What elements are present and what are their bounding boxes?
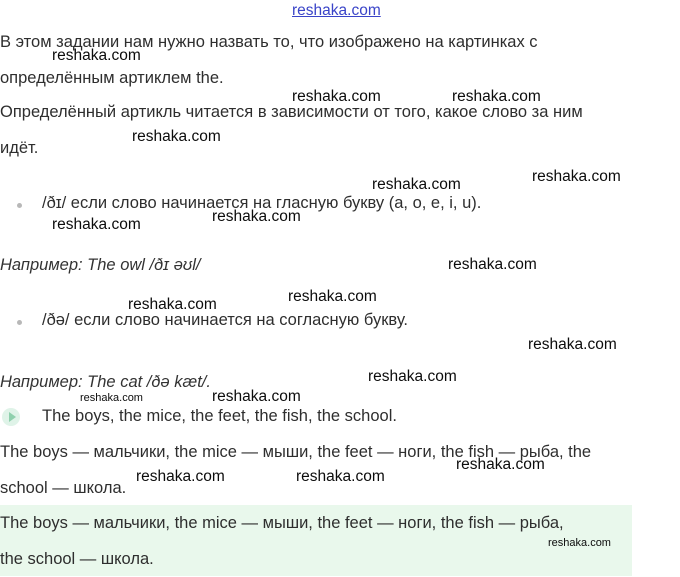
watermark: reshaka.com [136,468,225,485]
watermark: reshaka.com [132,128,221,145]
answer-paragraph [0,505,564,577]
watermark: reshaka.com [532,168,621,185]
intro-line-1: В этом задании нам нужно назвать то, что изображено на картинках с [0,33,538,51]
example-owl: Например: The owl /ðɪ əʊl/ [0,256,201,274]
bullet-text: /ðɪ/ если слово начинается на гласную букву (a, o, e, i, u). [42,194,482,212]
watermark: reshaka.com [368,368,457,385]
answer-line-2: the school — школа. [0,550,154,568]
watermark: reshaka.com [296,468,385,485]
watermark: reshaka.com [80,392,143,404]
bullet-item-consonant [0,311,680,333]
watermark: reshaka.com [448,256,537,273]
translation-line-2: school — школа. [0,479,127,497]
task-words: The boys, the mice, the feet, the fish, the school. [42,407,397,425]
play-icon[interactable] [2,408,20,426]
watermark: reshaka.com [456,456,545,473]
watermark: reshaka.com [372,176,461,193]
watermark: reshaka.com [452,88,541,105]
watermark: reshaka.com [528,336,617,353]
example-cat: Например: The cat /ðə kæt/. [0,373,211,391]
watermark: reshaka.com [128,296,217,313]
answer-line-1: The boys — мальчики, the mice — мыши, the feet — ноги, the fish — рыба, [0,514,564,532]
watermark: reshaka.com [52,47,141,64]
bullet-dot-icon [17,203,22,208]
watermark: reshaka.com [212,388,301,405]
rule-line-2: идёт. [0,139,39,157]
watermark: reshaka.com [292,88,381,105]
watermark: reshaka.com [548,537,611,549]
watermark: reshaka.com [52,216,141,233]
intro-line-2: определённым артиклем the. [0,69,224,87]
watermark-top: reshaka.com [292,2,381,19]
watermark: reshaka.com [212,208,301,225]
rule-line-1: Определённый артикль читается в зависимости от того, какое слово за ним [0,103,583,121]
bullet-item-vowel [0,194,680,216]
translation-line-1: The boys — мальчики, the mice — мыши, the feet — ноги, the fish — рыба, the [0,443,592,461]
bullet-dot-icon [17,320,22,325]
watermark: reshaka.com [288,288,377,305]
bullet-text: /ðə/ если слово начинается на согласную букву. [42,311,408,329]
